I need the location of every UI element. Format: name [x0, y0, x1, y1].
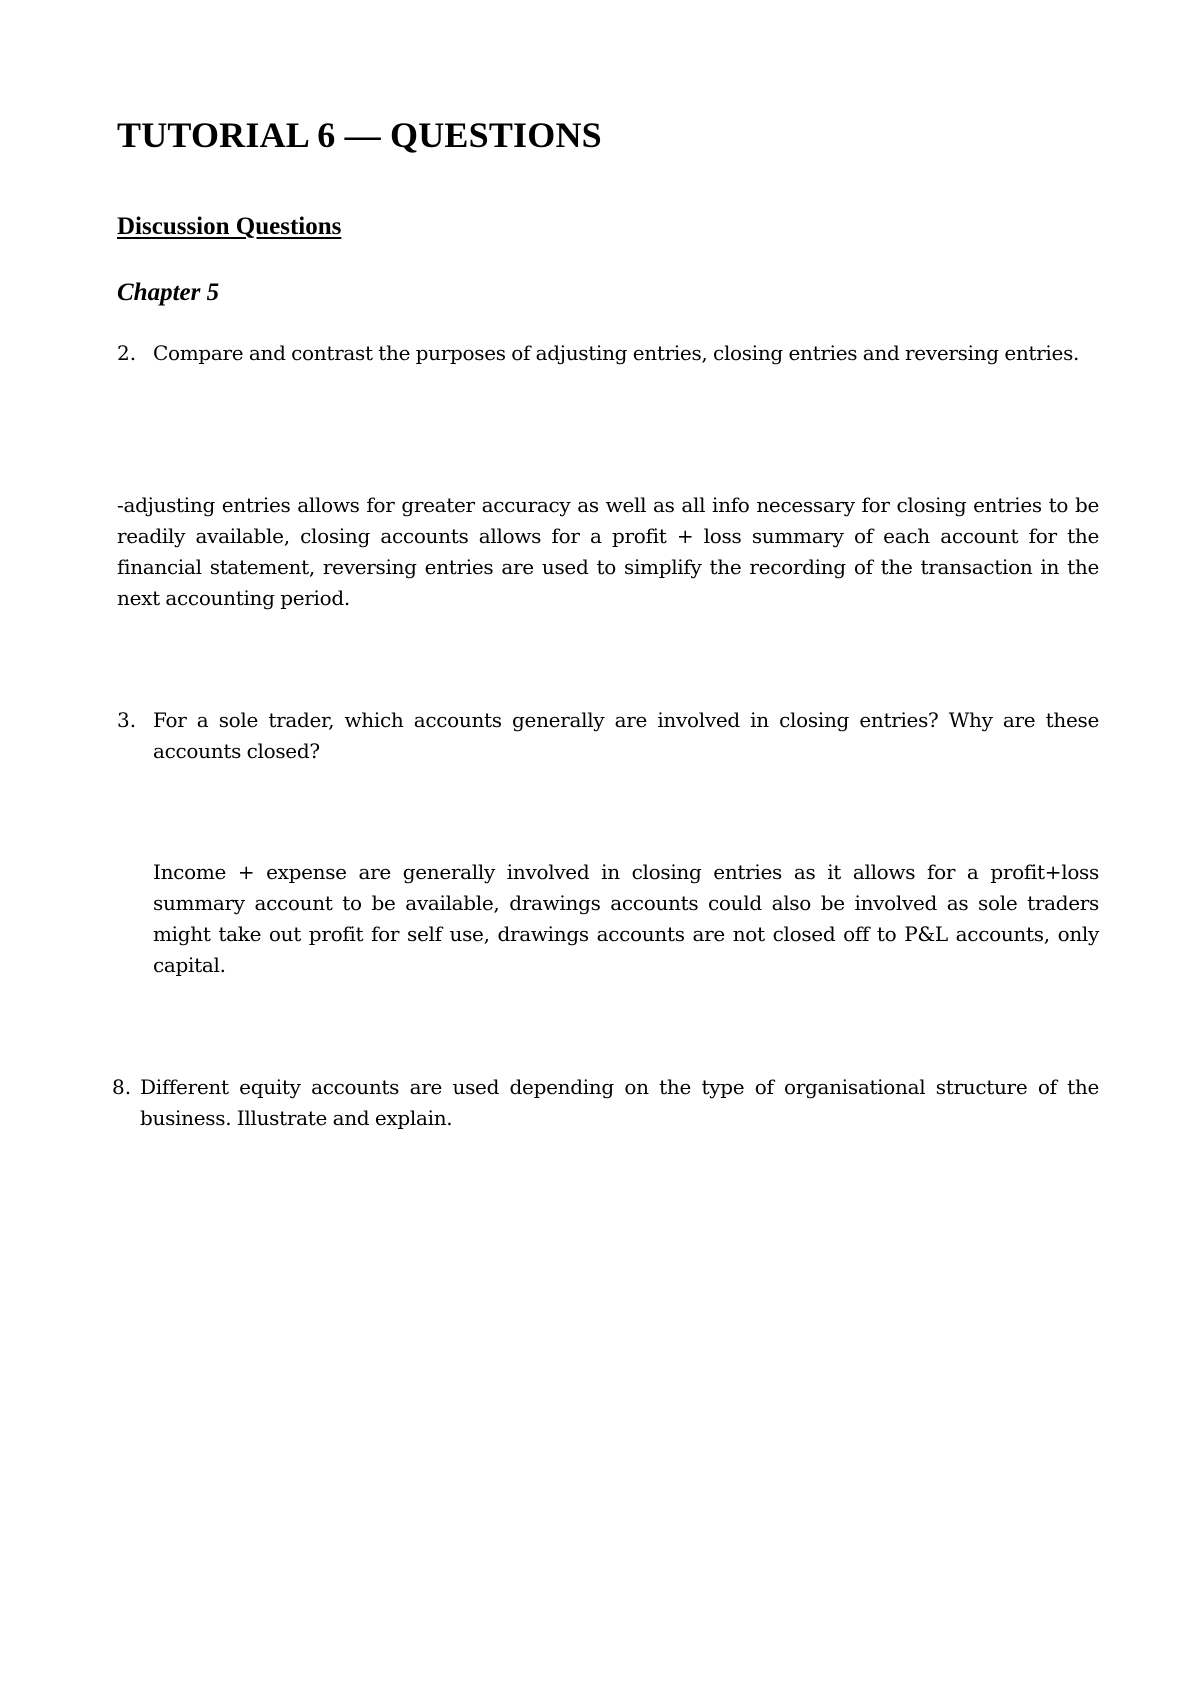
chapter-heading: Chapter 5 — [117, 279, 220, 306]
page-title: TUTORIAL 6 — QUESTIONS — [117, 115, 602, 155]
answer-text: -adjusting entries allows for greater accuracy as well as all info necessary for closing entries to be readily available, closing accounts allows for a profit + loss summary of each account for the financial statement, reversing entries are used to simplify the recording of the transaction in the next accounting period. — [117, 493, 1099, 610]
question-number: 2. — [117, 341, 137, 365]
question-text: Different equity accounts are used depending on the type of organisational structure of the business. Illustrate and explain. — [140, 1075, 1099, 1130]
question-number: 8. — [112, 1075, 132, 1099]
question-text: For a sole trader, which accounts generally are involved in closing entries? Why are these accounts closed? — [153, 708, 1099, 763]
question-text: Compare and contrast the purposes of adjusting entries, closing entries and reversing entries. — [153, 341, 1080, 365]
question-number: 3. — [117, 708, 137, 732]
section-heading: Discussion Questions — [117, 213, 342, 240]
answer-text: Income + expense are generally involved in closing entries as it allows for a profit+loss summary account to be available, drawings accounts could also be involved as sole traders might take out profit for self use, drawings accounts are not closed off to P&L accounts, only capital. — [153, 860, 1099, 977]
